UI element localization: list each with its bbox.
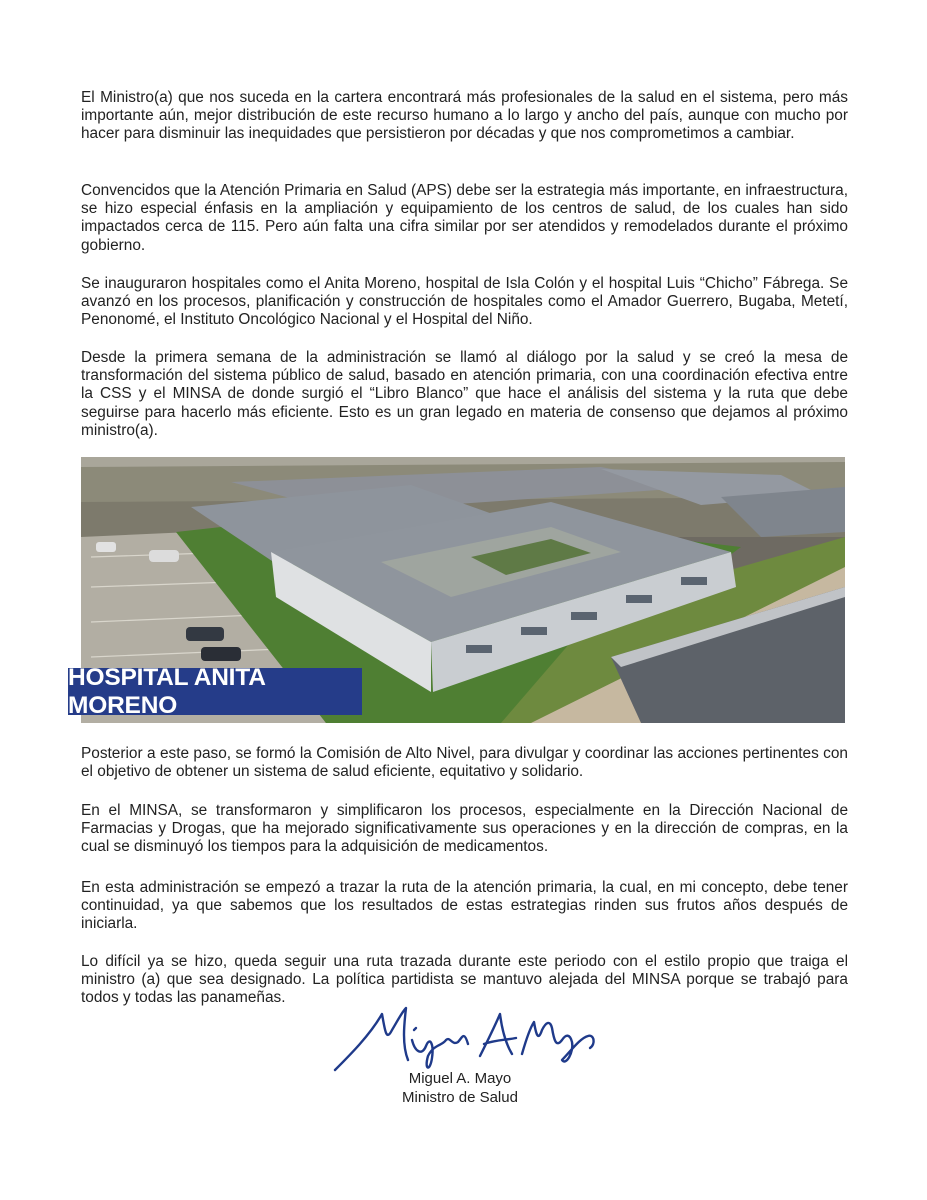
paragraph-2: Convencidos que la Atención Primaria en Salud (APS) debe ser la estrategia más importante, en infraestructura, se hizo especial énfasis en la ampliación y equipamiento de los centros de salud, de los cuales han sido impactados cerca de 115. Pero aún falta una cifra similar por ser atendidos y remodelados durante el próximo gobierno. <box>81 182 848 254</box>
paragraph-5: Posterior a este paso, se formó la Comisión de Alto Nivel, para divulgar y coordinar las acciones pertinentes con el objetivo de obtener un sistema de salud eficiente, equitativo y solidario. <box>81 745 848 781</box>
signatory-title: Ministro de Salud <box>402 1089 518 1106</box>
paragraph-7: En esta administración se empezó a trazar la ruta de la atención primaria, la cual, en mi concepto, debe tener continuidad, ya que sabemos que los resultados de estas estrategias rinden sus frutos años después de iniciarla. <box>81 879 848 933</box>
paragraph-3: Se inauguraron hospitales como el Anita Moreno, hospital de Isla Colón y el hospital Luis “Chicho” Fábrega. Se avanzó en los procesos, planificación y construcción de hospitales como el Amador Guerrero, Bugaba, Metetí, Penonomé, el Instituto Oncológico Nacional y el Hospital del Niño. <box>81 275 848 329</box>
hospital-caption: HOSPITAL ANITA MORENO <box>68 668 362 715</box>
paragraph-6: En el MINSA, se transformaron y simplificaron los procesos, especialmente en la Dirección Nacional de Farmacias y Drogas, que ha mejorado significativamente sus operaciones y en la dirección de compras, en la cual se disminuyó los tiempos para la adquisición de medicamentos. <box>81 802 848 856</box>
paragraph-1: El Ministro(a) que nos suceda en la cartera encontrará más profesionales de la salud en el sistema, pero más importante aún, mejor distribución de este recurso humano a lo largo y ancho del país, aunque con mucho por hacer para disminuir las inequidades que persistieron por décadas y que nos comprometimos a cambiar. <box>81 89 848 143</box>
paragraph-4: Desde la primera semana de la administración se llamó al diálogo por la salud y se creó la mesa de transformación del sistema público de salud, basado en atención primaria, con una coordinación efectiva entre la CSS y el MINSA de donde surgió el “Libro Blanco” que hace el análisis del sistema y la ruta que debe seguirse para hacerlo más eficiente. Esto es un gran legado en materia de consenso que dejamos al próximo ministro(a). <box>81 349 848 439</box>
paragraph-8: Lo difícil ya se hizo, queda seguir una ruta trazada durante este periodo con el estilo propio que traiga el ministro (a) que sea designado. La política partidista se mantuvo alejada del MINSA porque se trabajó para todos y todas las panameñas. <box>81 953 848 1007</box>
signatory-name: Miguel A. Mayo <box>408 1070 512 1087</box>
